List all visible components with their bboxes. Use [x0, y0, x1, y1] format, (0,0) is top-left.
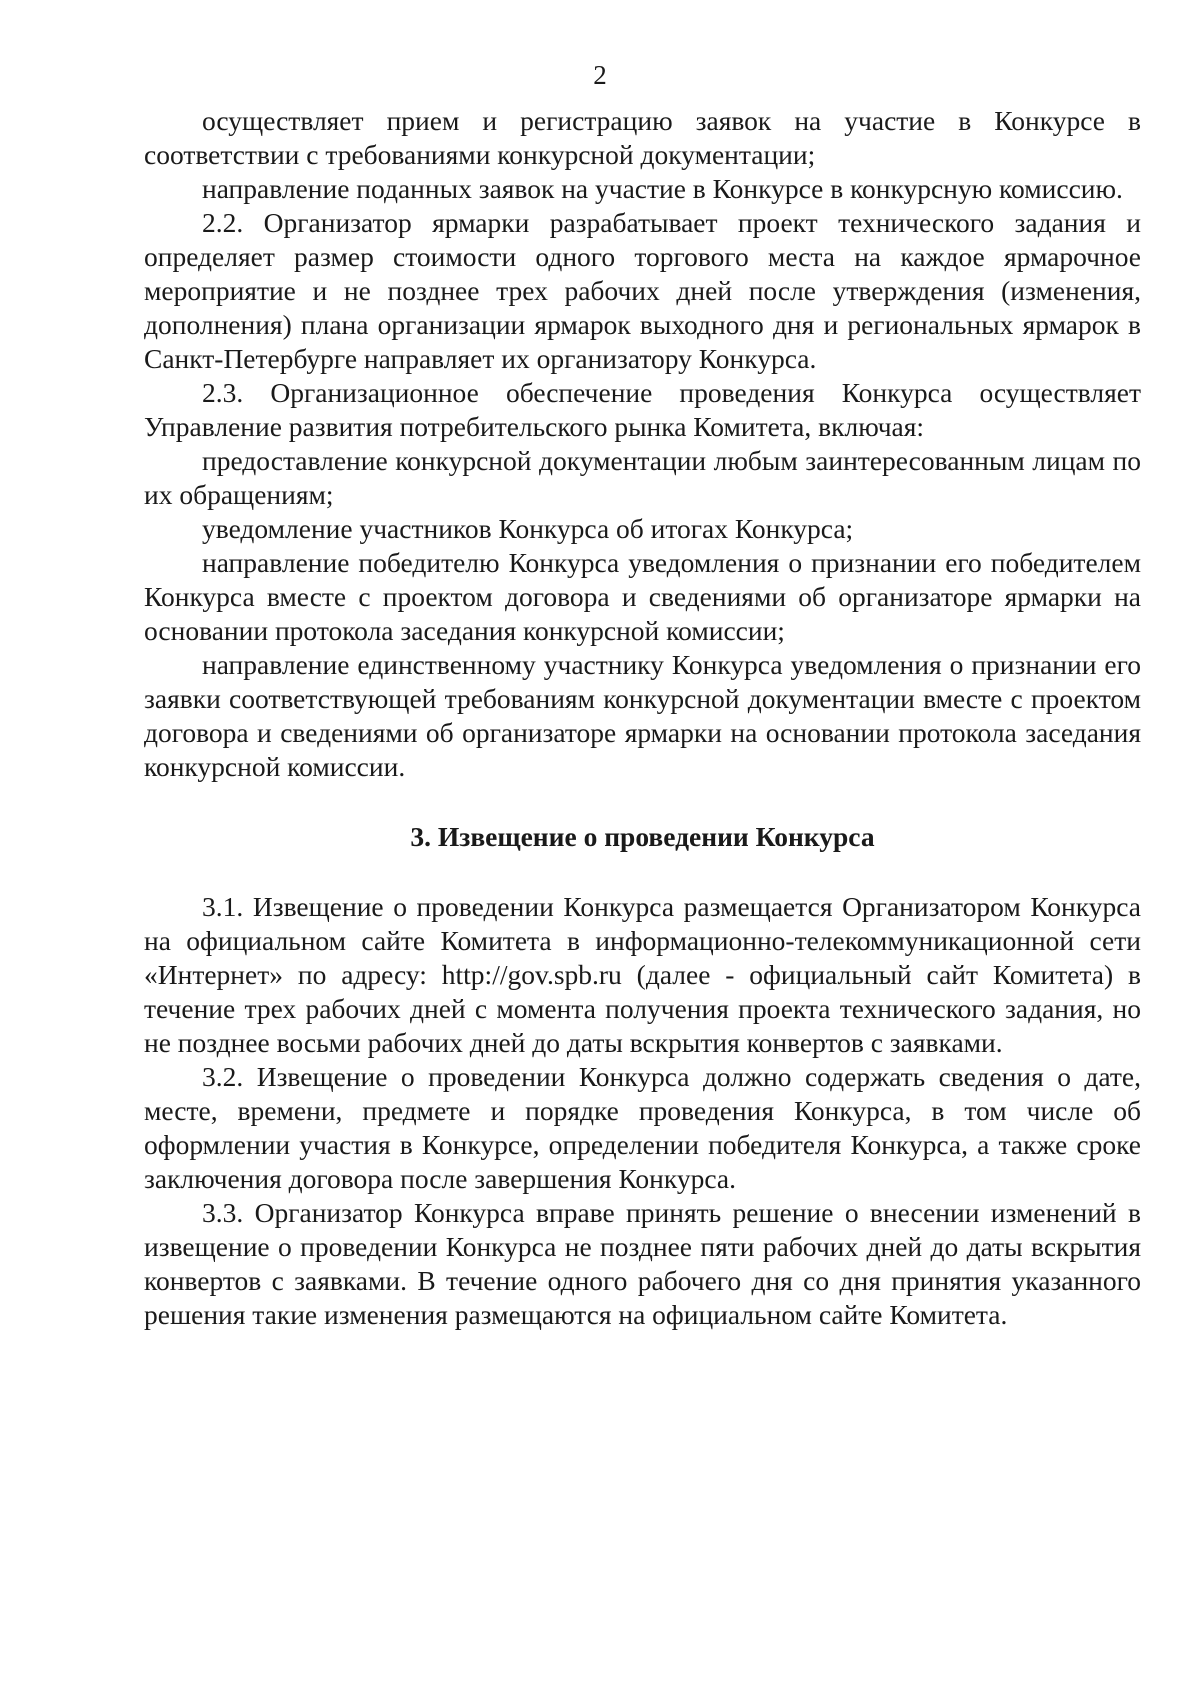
- paragraph: осуществляет прием и регистрацию заявок на участие в Конкурсе в соответствии с требованиями конкурсной документации;: [144, 105, 1141, 170]
- paragraph: предоставление конкурсной документации любым заинтересованным лицам по их обращениям;: [144, 445, 1141, 510]
- paragraph-3-1: 3.1. Извещение о проведении Конкурса размещается Организатором Конкурса на официальном сайте Комитета в информационно-телекоммуникационной сети «Интернет» по адресу: http://gov.spb.ru (далее - официальный сайт Комитета) в течение трех рабочих дней с момента получения проекта технического задания, но не позднее восьми рабочих дней до даты вскрытия конвертов с заявками.: [144, 891, 1141, 1058]
- paragraph-2-2: 2.2. Организатор ярмарки разрабатывает проект технического задания и определяет размер стоимости одного торгового места на каждое ярмарочное мероприятие и не позднее трех рабочих дней после утверждения (изменения, дополнения) плана организации ярмарок выходного дня и региональных ярмарок в Санкт-Петербурге направляет их организатору Конкурса.: [144, 207, 1141, 374]
- paragraph-2-3: 2.3. Организационное обеспечение проведения Конкурса осуществляет Управление развития потребительского рынка Комитета, включая:: [144, 377, 1141, 442]
- paragraph: направление победителю Конкурса уведомления о признании его победителем Конкурса вместе с проектом договора и сведениями об организаторе ярмарки на основании протокола заседания конкурсной комиссии;: [144, 547, 1141, 646]
- paragraph-3-2: 3.2. Извещение о проведении Конкурса должно содержать сведения о дате, месте, времени, предмете и порядке проведения Конкурса, в том числе об оформлении участия в Конкурсе, определении победителя Конкурса, а также сроке заключения договора после завершения Конкурса.: [144, 1061, 1141, 1194]
- section-heading: 3. Извещение о проведении Конкурса: [410, 821, 875, 852]
- document-body: [144, 104, 1141, 1332]
- paragraph: направление поданных заявок на участие в Конкурсе в конкурсную комиссию.: [202, 173, 1123, 204]
- paragraph: направление единственному участнику Конкурса уведомления о признании его заявки соответствующей требованиям конкурсной документации вместе с проектом договора и сведениями об организаторе ярмарки на основании протокола заседания конкурсной комиссии.: [144, 649, 1141, 782]
- paragraph-3-3: 3.3. Организатор Конкурса вправе принять решение о внесении изменений в извещение о проведении Конкурса не позднее пяти рабочих дней до даты вскрытия конвертов с заявками. В течение одного рабочего дня со дня принятия указанного решения такие изменения размещаются на официальном сайте Комитета.: [144, 1197, 1141, 1330]
- paragraph: уведомление участников Конкурса об итогах Конкурса;: [202, 513, 854, 544]
- page-number: 2: [593, 60, 607, 90]
